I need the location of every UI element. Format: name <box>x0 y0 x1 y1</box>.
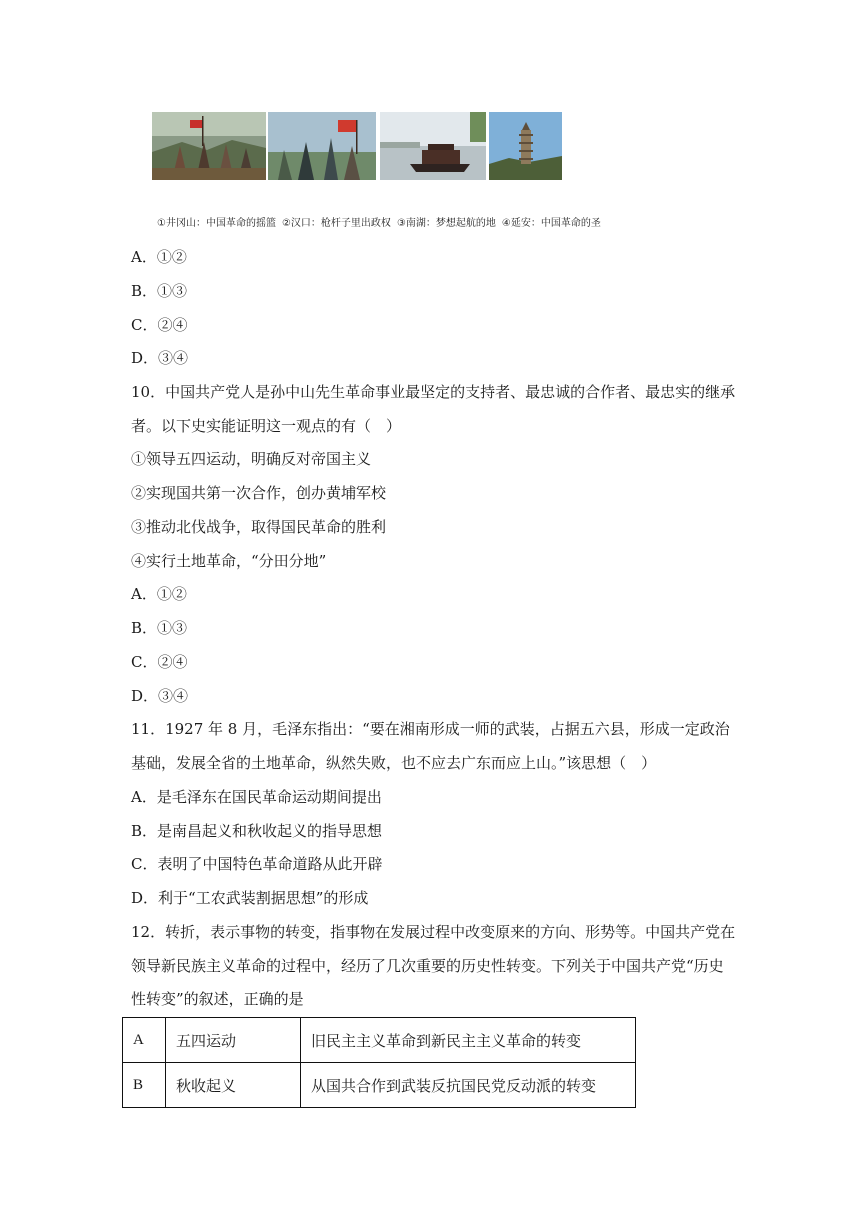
q11-stem-line1: 11．1927 年 8 月，毛泽东指出：“要在湘南形成一师的武装，占据五六县，形成一定政治 <box>131 720 730 738</box>
caption-2: ②汉口：枪杆子里出政权 <box>281 218 391 229</box>
q10-item-1: ①领导五四运动，明确反对帝国主义 <box>131 450 372 468</box>
q9-option-a: A．①② <box>131 248 187 266</box>
q10-stem-line2: 者。以下史实能证明这一观点的有（ ） <box>131 417 402 435</box>
q10-item-3: ③推动北伐战争，取得国民革命的胜利 <box>131 518 387 536</box>
q10-option-a: A．①② <box>131 585 187 603</box>
q10-option-d: D．③④ <box>131 687 189 705</box>
q12-stem-line3: 性转变”的叙述，正确的是 <box>131 990 304 1008</box>
table-row <box>123 1063 636 1108</box>
q10-item-2: ②实现国共第一次合作，创办黄埔军校 <box>131 484 387 502</box>
q10-stem-line1: 10．中国共产党人是孙中山先生革命事业最坚定的支持者、最忠诚的合作者、最忠实的继承 <box>131 383 736 401</box>
caption-1: ①井冈山：中国革命的摇篮 <box>157 218 276 229</box>
q11-option-c: C．表明了中国特色革命道路从此开辟 <box>131 855 383 873</box>
q11-option-d: D．利于“工农武装割据思想”的形成 <box>131 889 369 907</box>
yanan-pagoda-photo <box>489 112 562 180</box>
nanhu-red-boat-photo <box>380 112 486 180</box>
q12-stem-line2: 领导新民族主义革命的过程中，经历了几次重要的历史性转变。下列关于中国共产党“历史 <box>131 957 724 975</box>
q9-option-b: B．①③ <box>131 282 188 300</box>
figure-caption <box>157 214 607 229</box>
q10-option-b: B．①③ <box>131 619 188 637</box>
row-letter: A <box>123 1018 166 1063</box>
q11-stem-line2: 基础，发展全省的土地革命，纵然失败，也不应去广东而应上山。”该思想（ ） <box>131 754 657 772</box>
caption-4: ④延安：中国革命的圣 <box>501 218 601 229</box>
q10-option-c: C．②④ <box>131 653 188 671</box>
caption-3: ③南湖：梦想起航的地 <box>396 218 496 229</box>
row-event: 五四运动 <box>166 1018 301 1063</box>
row-event: 秋收起义 <box>166 1063 301 1108</box>
q9-option-d: D．③④ <box>131 349 189 367</box>
jinggangshan-painting <box>152 112 266 180</box>
row-change: 从国共合作到武装反抗国民党反动派的转变 <box>301 1063 636 1108</box>
row-letter: B <box>123 1063 166 1108</box>
q11-option-b: B．是南昌起义和秋收起义的指导思想 <box>131 822 383 840</box>
hankou-meeting-painting <box>268 112 376 180</box>
q12-stem-line1: 12．转折，表示事物的转变，指事物在发展过程中改变原来的方向、形势等。中国共产党在 <box>131 923 736 941</box>
q9-option-c: C．②④ <box>131 316 188 334</box>
table-row <box>123 1018 636 1063</box>
row-change: 旧民主主义革命到新民主主义革命的转变 <box>301 1018 636 1063</box>
q11-option-a: A．是毛泽东在国民革命运动期间提出 <box>131 788 382 806</box>
q10-item-4: ④实行土地革命，“分田分地” <box>131 552 327 570</box>
q12-table <box>122 1017 636 1108</box>
